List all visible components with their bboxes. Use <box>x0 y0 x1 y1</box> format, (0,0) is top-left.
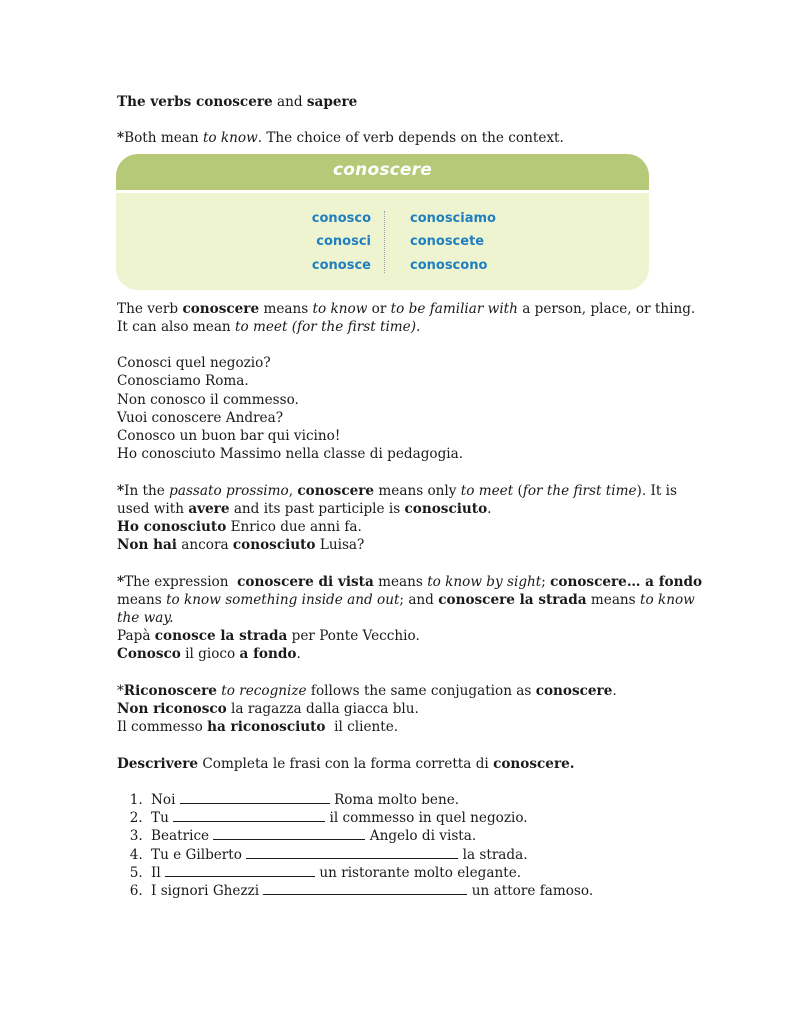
conjugation-header <box>116 154 649 190</box>
text: . <box>487 500 492 517</box>
intro-star: * <box>117 130 125 147</box>
passato-example-1 <box>117 518 677 536</box>
text: . <box>296 646 301 663</box>
meaning-line-1 <box>117 300 696 318</box>
text-bold: conosciuto <box>232 537 316 554</box>
text-bold: conoscere. <box>493 755 575 772</box>
singular-forms <box>312 207 371 278</box>
conjugation-box <box>116 154 649 290</box>
text: Tu e Gilberto <box>151 846 247 863</box>
answer-blank[interactable] <box>263 882 467 895</box>
text-italic: passato prossimo <box>169 482 289 499</box>
text: ; and <box>399 591 439 608</box>
example-sentence: Conosci quel negozio? <box>117 355 271 372</box>
text: ; <box>541 573 551 590</box>
title-verb2: sapere <box>306 94 358 110</box>
answer-blank[interactable] <box>173 809 325 822</box>
example-sentence: Conosco un buon bar qui vicino! <box>117 428 341 444</box>
conjugation-divider <box>384 211 385 273</box>
text: un ristorante molto elegante. <box>315 864 522 881</box>
text: follows the same conjugation as <box>306 682 536 699</box>
text: used with <box>117 500 189 517</box>
text-italic: to meet <box>460 482 514 499</box>
text: il cliente. <box>325 719 399 736</box>
text: means <box>586 591 640 608</box>
text-bold: conoscere la strada <box>438 591 587 608</box>
text: , <box>288 482 298 499</box>
text: ( <box>513 482 523 499</box>
text: means only <box>374 482 461 499</box>
text-italic: to know by sight <box>427 573 542 590</box>
exercise-item <box>147 827 677 845</box>
example-sentence: Vuoi conoscere Andrea? <box>117 409 283 426</box>
text: Il commesso <box>117 719 208 736</box>
answer-blank[interactable] <box>165 864 315 877</box>
text-bold: conoscere di vista <box>237 573 374 590</box>
text: la ragazza dalla giacca blu. <box>226 701 419 717</box>
intro-post: . The choice of verb depends on the context. <box>257 130 564 147</box>
text: or <box>367 300 391 317</box>
text-bold: * <box>117 482 125 499</box>
text: and its past participle is <box>229 500 405 517</box>
examples-list-1 <box>117 354 677 463</box>
conjugation-title: conoscere <box>333 159 432 180</box>
text: Completa le frasi con la forma corretta di <box>198 755 494 772</box>
text: per Ponte Vecchio. <box>287 628 420 645</box>
text: Tu <box>151 810 174 827</box>
text: la strada. <box>458 846 528 863</box>
expression-line-3 <box>117 609 677 627</box>
conjugation-body <box>116 190 649 290</box>
expression-line-1 <box>117 573 703 591</box>
title-and: and <box>272 94 307 110</box>
riconoscere-line-1 <box>117 682 677 700</box>
text-bold: ha riconosciuto <box>207 719 326 736</box>
example-sentence: Ho conosciuto Massimo nella classe di pedagogia. <box>117 446 464 463</box>
form-conoscono: conoscono <box>410 257 488 273</box>
text: Roma molto bene. <box>329 791 460 808</box>
expression-example-1 <box>117 627 677 645</box>
text: a person, place, or thing. <box>517 300 696 317</box>
text: The expression <box>124 573 238 590</box>
title-verb1: The verbs conoscere <box>117 94 273 110</box>
text-bold: conoscere <box>182 300 260 317</box>
text-italic: for the first time <box>522 482 637 499</box>
exercise-item <box>147 791 677 809</box>
example-sentence: Non conosco il commesso. <box>117 391 299 408</box>
text-italic: to know <box>312 300 368 317</box>
form-conosci: conosci <box>316 234 371 250</box>
passato-example-2 <box>117 536 677 554</box>
riconoscere-example-1 <box>117 700 677 718</box>
text: means <box>259 300 313 317</box>
passato-line-1 <box>117 482 677 500</box>
text-bold: Conosco <box>117 646 181 663</box>
exercise-item <box>147 809 677 827</box>
text: ). It is <box>636 482 677 499</box>
form-conosce: conosce <box>311 257 371 273</box>
intro-pre: Both mean <box>124 130 203 147</box>
text: il commesso in quel negozio. <box>325 810 528 827</box>
expression-line-2 <box>117 591 695 609</box>
form-conoscete: conoscete <box>410 234 485 250</box>
text-italic: the way. <box>117 610 174 626</box>
text: . <box>612 682 617 699</box>
text: Luisa? <box>315 537 365 554</box>
example-sentence: Conosciamo Roma. <box>117 373 249 390</box>
text-bold: Non riconosco <box>117 701 227 717</box>
answer-blank[interactable] <box>213 827 365 840</box>
intro-italic: to know <box>202 130 258 147</box>
text-bold: conoscere <box>297 482 375 499</box>
text-bold: Ho conosciuto <box>117 519 227 535</box>
expression-example-2 <box>117 645 677 663</box>
form-conosco: conosco <box>311 210 371 226</box>
text: Angelo di vista. <box>365 828 477 845</box>
exercise-item <box>147 864 677 882</box>
text-bold: conoscere <box>535 682 613 699</box>
intro-line <box>117 129 677 147</box>
text: In the <box>124 482 170 499</box>
text-bold: Descrivere <box>117 755 199 772</box>
text: ancora <box>176 537 233 554</box>
meaning-line-2 <box>117 318 677 336</box>
text-italic: to know something inside and out <box>166 591 400 608</box>
answer-blank[interactable] <box>246 846 458 859</box>
text: un attore famoso. <box>467 883 594 899</box>
text-bold: conosce la strada <box>154 628 288 645</box>
text-italic: to be familiar with <box>390 300 518 317</box>
text: il gioco <box>180 646 240 663</box>
exercise-list <box>117 791 677 900</box>
text-italic: to meet (for the first time). <box>235 318 421 335</box>
text: Noi <box>151 791 180 808</box>
text: * <box>117 682 124 699</box>
exercise-item <box>147 846 677 864</box>
text-bold: conosciuto <box>404 500 488 517</box>
text-bold: * <box>117 573 125 590</box>
text-bold: Non hai <box>117 537 177 554</box>
text-bold: conoscere… a fondo <box>550 573 703 590</box>
text: It can also mean <box>117 318 235 335</box>
text: means <box>373 573 428 590</box>
text-bold: Riconoscere <box>123 682 217 699</box>
text: Beatrice <box>151 828 214 845</box>
exercise-item <box>147 882 677 900</box>
answer-blank[interactable] <box>180 791 330 804</box>
page-title <box>117 93 677 111</box>
text: Il <box>151 864 166 881</box>
text-italic: to know <box>639 591 695 608</box>
form-conosciamo: conosciamo <box>410 210 496 226</box>
exercise-heading <box>117 755 677 773</box>
text-bold: a fondo <box>239 646 297 663</box>
text: The verb <box>117 300 183 317</box>
passato-line-2 <box>117 500 677 518</box>
text: I signori Ghezzi <box>151 883 264 899</box>
text-italic: to recognize <box>221 682 307 699</box>
text-bold: avere <box>188 500 230 517</box>
text: means <box>117 591 167 608</box>
text: Enrico due anni fa. <box>226 519 362 535</box>
text: Papà <box>117 628 155 645</box>
document-page <box>117 93 703 900</box>
plural-forms <box>410 207 496 278</box>
riconoscere-example-2 <box>117 718 677 736</box>
